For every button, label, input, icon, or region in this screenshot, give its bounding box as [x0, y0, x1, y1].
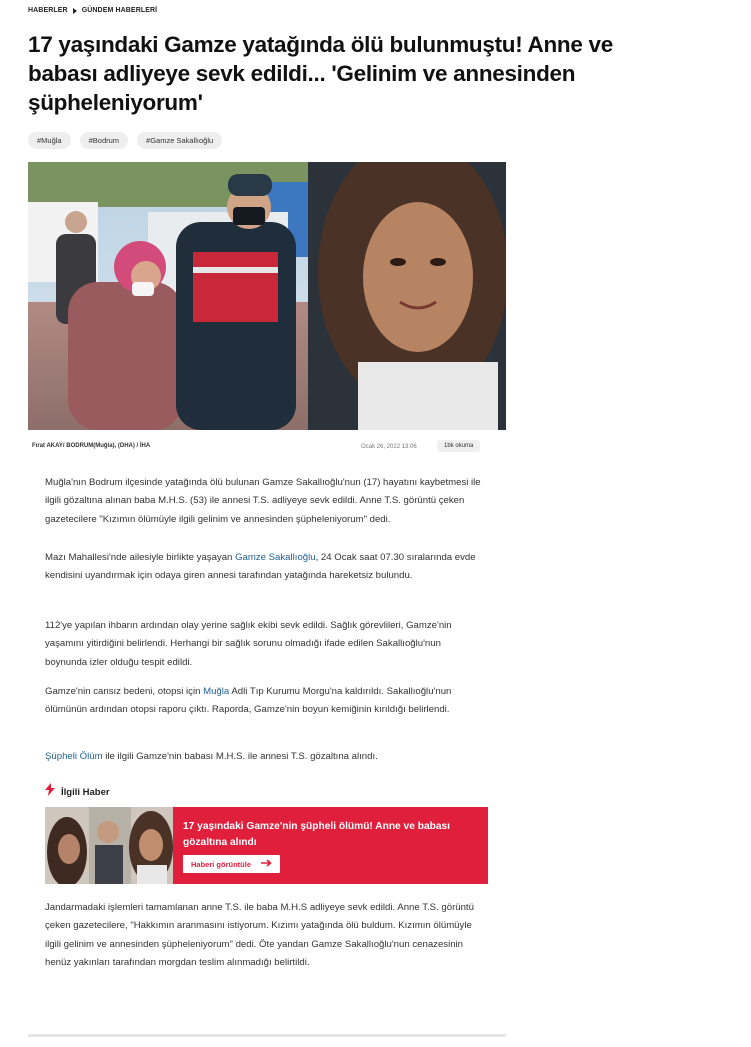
paragraph-1: Muğla'nın Bodrum ilçesinde yatağında ölü bulunan Gamze Sakallıoğlu'nun (17) hayatını kaybetmesi ile ilgili gözaltına alınan baba M.H.S. (53) ile annesi T.S. adliyeye sevk edildi. Anne T.S. görüntü çeken gazetecilere "Kızımın ölümüyle ilgili gelinim ve annesinden şüpheleniyorum" dedi.: [45, 477, 481, 525]
view-news-button[interactable]: [183, 855, 280, 873]
paragraph-5-text: ile ilgili Gamze'nin babası M.H.S. ile annesi T.S. gözaltına alındı.: [102, 751, 378, 762]
related-news-card[interactable]: [45, 807, 488, 884]
paragraph-2-text-start: Mazı Mahallesi'nde ailesiyle birlikte yaşayan: [45, 552, 236, 563]
paragraph-4-text-end: Adli Tıp Kurumu Morgu'na kaldırıldı. Sakallıoğlu'nun ölümünün ardından otopsi raporu çıktı. Raporda, Gamze'nin boyun kemiğinin kırıldığı belirlendi.: [45, 686, 452, 716]
paragraph-4: [45, 683, 485, 720]
paragraph-3: 112'ye yapılan ihbarın ardından olay yerine sağlık ekibi sevk edildi. Sağlık görevlileri, Gamze'nin yaşamını yitirdiğini belirlendi. Herhangi bir sağlık sorunu olmadığı ifade edilen Sakallıoğlu'nun boynunda izler olduğu tespit edildi.: [45, 620, 452, 668]
section-divider: [28, 1034, 506, 1037]
hero-image: [28, 162, 506, 430]
paragraph-2: [45, 549, 485, 586]
paragraph-4-text-start: Gamze'nin cansız bedeni, otopsi için: [45, 686, 204, 697]
related-news-thumbnail: [45, 807, 173, 884]
related-news-title[interactable]: 17 yaşındaki Gamze'nin şüpheli ölümü! Anne ve babası gözaltına alındı: [183, 821, 450, 848]
supheli-olum-link[interactable]: Şüpheli Ölüm: [45, 751, 103, 762]
related-news-label: İlgili Haber: [61, 786, 110, 798]
breadcrumb-arrow-icon: [73, 8, 77, 14]
paragraph-2-text-end: , 24 Ocak saat 07.30 sıralarında evde kendisini uyandırmak için odaya giren annesi tarafından yatağında hareketsiz bulundu.: [45, 552, 476, 582]
breadcrumb-section-link[interactable]: GÜNDEM HABERLERİ: [81, 7, 158, 14]
author-line: Fırat AKAY/ BODRUM(Muğla), (DHA) / İHA: [32, 443, 151, 449]
gamze-sakallioglu-link[interactable]: Gamze Sakallıoğlu: [235, 552, 316, 563]
publish-date: Ocak 26, 2022 13:06: [361, 444, 417, 450]
tag-list: [28, 132, 222, 149]
related-news-body: [173, 807, 488, 884]
article-title: 17 yaşındaki Gamze yatağında ölü bulunmuştu! Anne ve babası adliyeye sevk edildi... 'Gelinim ve annesinden şüpheleniyorum': [28, 32, 613, 115]
paragraph-6: Jandarmadaki işlemleri tamamlanan anne T.S. ile baba M.H.S adliyeye sevk edildi. Anne T.S. görüntü çeken gazetecilere, "Hakkımın aranmasını istiyorum. Kızımı yatağında ölü buldum. Kızımın ölümüyle ilgili gelinim ve annesinden şüpheleniyorum" dedi. Öte yandan Gamze Sakallıoğlu'nun cenazesinin henüz yakınları tarafından morgdan teslim alınmadığı belirtildi.: [45, 902, 474, 969]
lightning-icon: [45, 783, 55, 801]
article-meta: [28, 441, 488, 455]
mugla-link[interactable]: Muğla: [203, 686, 230, 697]
paragraph-5: [45, 748, 378, 766]
related-news-header: [45, 783, 110, 801]
read-count-badge: 1bk okuma: [437, 440, 480, 452]
breadcrumb: [28, 7, 157, 14]
tag-gamze-sakallioglu[interactable]: #Gamze Sakallıoğlu: [137, 132, 222, 149]
tag-mugla[interactable]: #Muğla: [28, 132, 71, 149]
breadcrumb-home-link[interactable]: HABERLER: [28, 7, 68, 14]
view-news-label: Haberi görüntüle: [191, 859, 252, 869]
tag-bodrum[interactable]: #Bodrum: [80, 132, 128, 149]
arrow-right-icon: [261, 859, 272, 869]
